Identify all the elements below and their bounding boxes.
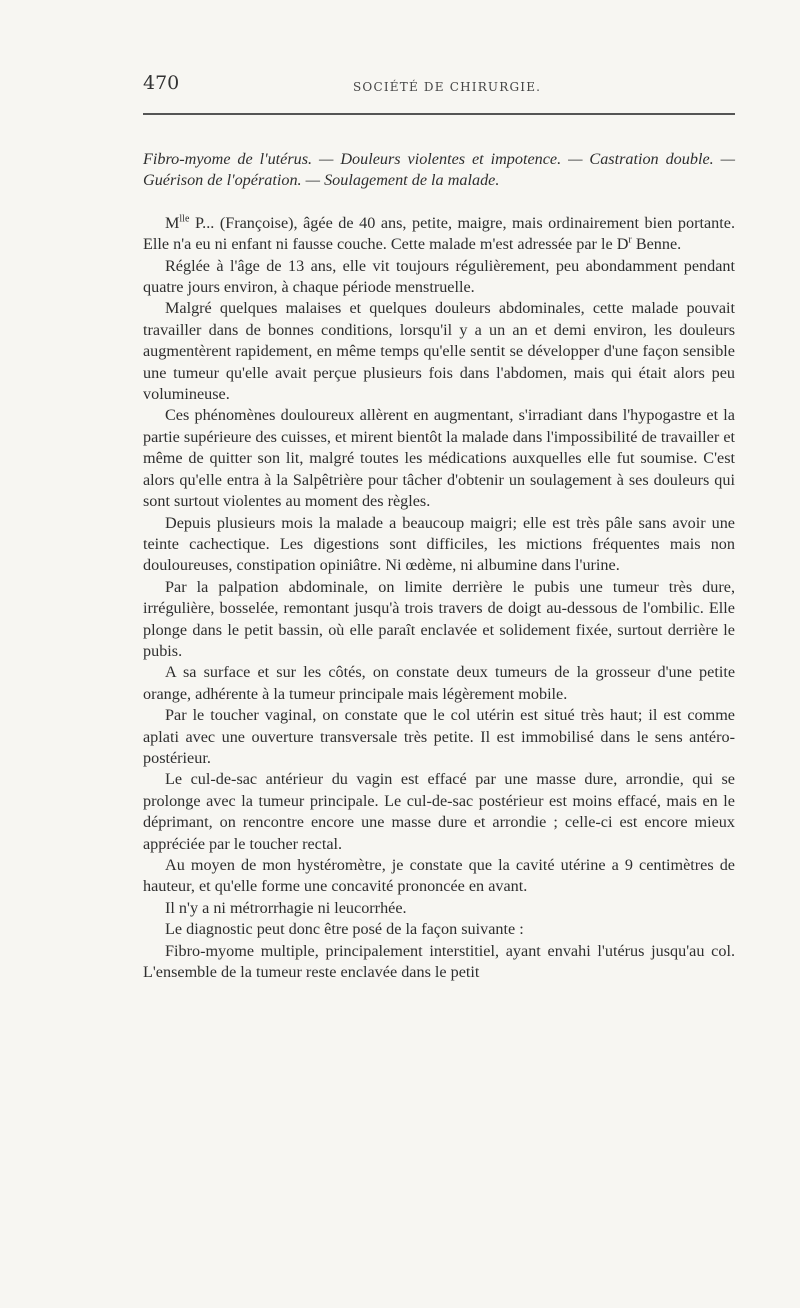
paragraph: Le diagnostic peut donc être posé de la façon suivante :: [165, 920, 524, 939]
intro-prefix: M: [165, 213, 180, 232]
intro-end: Benne.: [631, 235, 682, 254]
paragraph: Depuis plusieurs mois la malade a beaucoup maigri; elle est très pâle sans avoir une teinte cachectique. Les digestions sont difficiles, les mictions fréquentes mais non douloureuses, constipation opiniâtre. Ni œdème, ni albumine dans l'urine.: [143, 513, 735, 575]
paragraph: Malgré quelques malaises et quelques douleurs abdominales, cette malade pouvait travailler dans de bonnes conditions, lorsqu'il y a un an et demi environ, les douleurs augmentèrent rapidement, en même temps qu'elle sentit se développer d'une façon sensible une tumeur qu'elle avait perçue plusieurs fois dans l'abdomen, mais qui était alors peu volumineuse.: [143, 299, 735, 404]
paragraph: Par la palpation abdominale, on limite derrière le pubis une tumeur très dure, irrégulière, bosselée, remontant jusqu'à trois travers de doigt au-dessous de l'ombilic. Elle plonge dans le petit bassin, où elle paraît enclavée et solidement fixée, surtout derrière le pubis.: [143, 577, 735, 660]
article-title: Fibro-myome de l'utérus. — Douleurs violentes et impotence. — Castration double. — Guérison de l'opération. — Soulagement de la malade.: [143, 150, 735, 190]
article-body: [143, 149, 735, 983]
paragraph: Au moyen de mon hystéromètre, je constate que la cavité utérine a 9 centimètres de hauteur, et qu'elle forme une concavité prononcée en avant.: [143, 856, 735, 896]
paragraph: Il n'y a ni métrorrhagie ni leucorrhée.: [165, 898, 407, 917]
paragraph: Ces phénomènes douloureux allèrent en augmentant, s'irradiant dans l'hypogastre et la partie supérieure des cuisses, et mirent bientôt la malade dans l'impossibilité de travailler et même de quitter son lit, malgré toutes les médications auxquelles elle fut soumise. C'est alors qu'elle entra à la Salpêtrière pour tâcher d'obtenir un soulagement à ses douleurs qui sont surtout violentes au moment des règles.: [143, 406, 735, 511]
intro-middle: P... (Françoise), âgée de 40 ans, petite, maigre, mais ordinairement bien portante. Elle n'a eu ni enfant ni fausse couche. Cette malade m'est adressée par le D: [143, 213, 735, 254]
header-rule: [143, 113, 735, 115]
paragraph: Réglée à l'âge de 13 ans, elle vit toujours régulièrement, peu abondamment pendant quatre jours environ, à chaque période menstruelle.: [143, 256, 735, 297]
intro-superscript-doctor: r: [628, 234, 632, 246]
paragraph: Le cul-de-sac antérieur du vagin est effacé par une masse dure, arrondie, qui se prolonge avec la tumeur principale. Le cul-de-sac postérieur est moins effacé, mais en le déprimant, on rencontre encore une masse dure et arrondie ; celle-ci est encore mieux appréciée par le toucher rectal.: [143, 770, 735, 853]
paragraph: Par le toucher vaginal, on constate que le col utérin est situé très haut; il est comme aplati avec une ouverture transversale très petite. Il est immobilisé dans le sens antéro-postérieur.: [143, 706, 735, 767]
paragraph: Fibro-myome multiple, principalement interstitiel, ayant envahi l'utérus jusqu'au col. L'ensemble de la tumeur reste enclavée dans le petit: [143, 941, 735, 982]
intro-superscript: lle: [179, 213, 190, 225]
running-head: SOCIÉTÉ DE CHIRURGIE.: [353, 80, 542, 94]
paragraph: A sa surface et sur les côtés, on constate deux tumeurs de la grosseur d'une petite orange, adhérente à la tumeur principale mais légèrement mobile.: [143, 663, 735, 703]
page-number: 470: [143, 72, 180, 94]
page-header: [143, 72, 735, 98]
intro-paragraph: [143, 213, 735, 256]
